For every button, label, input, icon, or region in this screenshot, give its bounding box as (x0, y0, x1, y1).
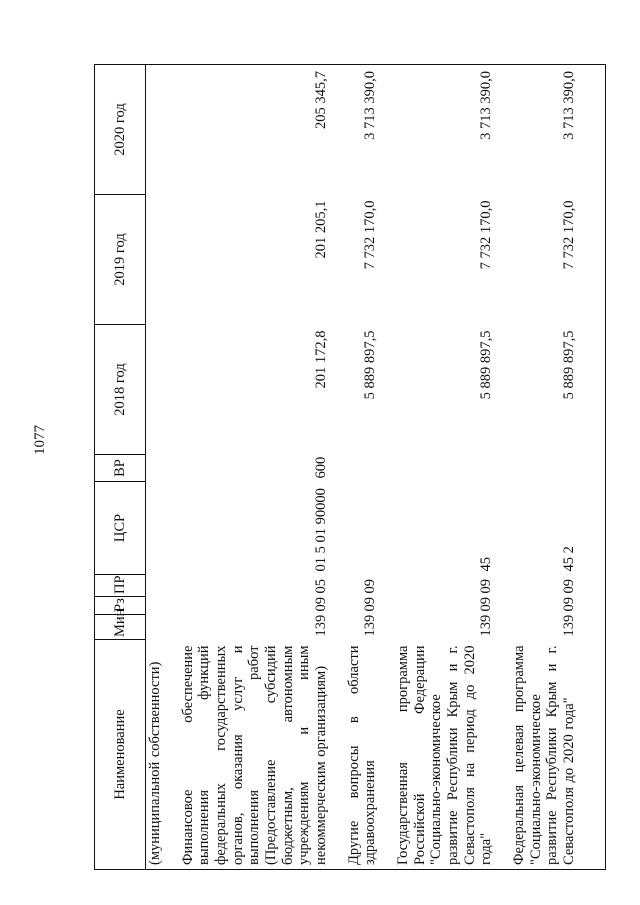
row-2018: 5 889 897,5 (362, 330, 379, 400)
rotated-budget-table (94, 65, 614, 870)
row-min: 139 (313, 614, 330, 637)
header-pr: ПР (95, 575, 146, 597)
row-rz: 09 (362, 597, 379, 612)
header-min: Мин (95, 615, 146, 640)
row-min: 139 (478, 614, 495, 637)
table-row (345, 65, 380, 870)
header-rz: Рз (95, 597, 146, 615)
row-pr: 09 (478, 579, 495, 594)
row-rz: 09 (478, 597, 495, 612)
row-name: Государственная программа Российской Федерации "Социально-экономическое развитие Республики Крым и г. Севастополя на период до 2020 года" (394, 640, 496, 870)
row-2019: 7 732 170,0 (561, 200, 578, 270)
row-vr (394, 455, 496, 482)
header-2018: 2018 год (95, 325, 146, 455)
row-2018: 5 889 897,5 (478, 330, 495, 400)
row-rz: 09 (313, 597, 330, 612)
row-2018: 201 172,8 (313, 330, 330, 389)
row-min: 139 (561, 614, 578, 637)
row-2020: 3 713 390,0 (510, 65, 579, 195)
row-pr: 09 (362, 579, 379, 594)
row-2019: 7 732 170,0 (478, 200, 495, 270)
row-2019: 201 205,1 (313, 200, 330, 259)
row-pr: 09 (561, 579, 578, 594)
row-2018 (146, 325, 165, 455)
row-min: 139 (362, 614, 379, 637)
row-csr: 01 5 01 90000 (313, 488, 330, 572)
row-2020: 3 713 390,0 (394, 65, 496, 195)
row-csr: 45 2 (561, 546, 578, 572)
row-2018: 5 889 897,5 (561, 330, 578, 400)
table-row (510, 65, 579, 870)
page-number: 1077 (32, 425, 48, 455)
header-csr: ЦСР (95, 482, 146, 575)
row-2020 (146, 65, 165, 195)
row-csr (345, 482, 380, 575)
row-rz: 09 (561, 597, 578, 612)
row-2020: 205 345,7 (179, 65, 331, 195)
row-vr: 600 (313, 456, 330, 479)
header-2020: 2020 год (95, 65, 146, 195)
row-2020: 3 713 390,0 (345, 65, 380, 195)
row-name: Федеральная целевая программа "Социально-экономическое развитие Республики Крым и г. Севастополя до 2020 года" (510, 640, 579, 870)
header-row (95, 65, 146, 870)
row-pr: 05 (313, 579, 330, 594)
table-row (179, 65, 331, 870)
row-csr: 45 (478, 557, 495, 572)
table-row (146, 65, 165, 870)
row-2019: 7 732 170,0 (362, 200, 379, 270)
row-name: Другие вопросы в области здравоохранения (345, 640, 380, 870)
row-vr (510, 455, 579, 482)
header-2019: 2019 год (95, 195, 146, 325)
header-name: Наименование (95, 640, 146, 870)
row-codes (146, 455, 165, 640)
row-name: Финансовое обеспечение выполнения функций федеральных государственных органов, оказания услуг и выполнения работ (Предоставление субсидий бюджетным, автономным учреждениям и иным некоммерческим организациям) (179, 640, 331, 870)
row-vr (345, 455, 380, 482)
row-2019 (146, 195, 165, 325)
budget-table (94, 64, 606, 870)
row-name: (муниципальной собственности) (146, 640, 165, 870)
table-row (394, 65, 496, 870)
header-vr: ВР (95, 455, 146, 482)
